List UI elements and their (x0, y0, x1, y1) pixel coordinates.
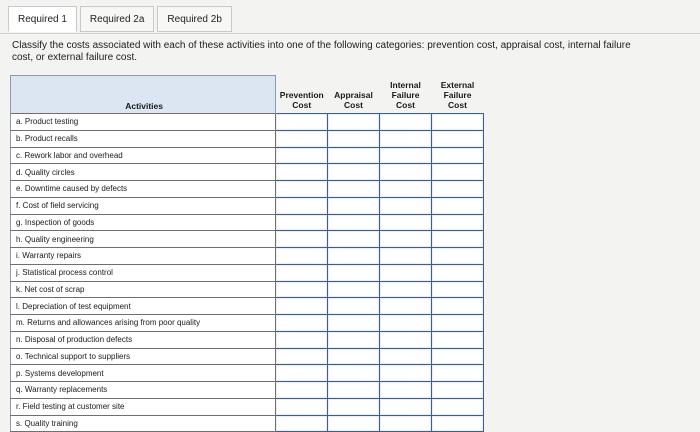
activity-label: o. Technical support to suppliers (11, 348, 276, 365)
activity-label: h. Quality engineering (11, 231, 276, 248)
activity-label: c. Rework labor and overhead (11, 147, 276, 164)
external-failure-cost-cell[interactable] (432, 248, 484, 265)
appraisal-cost-cell[interactable] (328, 231, 380, 248)
prevention-cost-cell[interactable] (276, 415, 328, 432)
prevention-cost-cell[interactable] (276, 181, 328, 198)
internal-failure-cost-cell[interactable] (380, 281, 432, 298)
table-row (11, 382, 484, 399)
internal-failure-cost-cell[interactable] (380, 181, 432, 198)
activity-label: l. Depreciation of test equipment (11, 298, 276, 315)
header-line: Cost (396, 100, 415, 110)
external-failure-cost-cell[interactable] (432, 197, 484, 214)
appraisal-cost-cell[interactable] (328, 264, 380, 281)
external-failure-cost-cell[interactable] (432, 214, 484, 231)
activities-header: Activities (11, 76, 276, 114)
internal-failure-cost-cell[interactable] (380, 147, 432, 164)
external-failure-cost-cell[interactable] (432, 114, 484, 131)
prevention-cost-cell[interactable] (276, 315, 328, 332)
prevention-cost-cell[interactable] (276, 197, 328, 214)
header-line: Cost (344, 100, 363, 110)
appraisal-cost-cell[interactable] (328, 415, 380, 432)
table-row (11, 114, 484, 131)
prevention-cost-cell[interactable] (276, 231, 328, 248)
appraisal-cost-cell[interactable] (328, 214, 380, 231)
activity-label: i. Warranty repairs (11, 248, 276, 265)
prevention-cost-cell[interactable] (276, 331, 328, 348)
activity-label: g. Inspection of goods (11, 214, 276, 231)
table-row (11, 181, 484, 198)
external-failure-cost-cell[interactable] (432, 415, 484, 432)
external-failure-cost-cell[interactable] (432, 315, 484, 332)
internal-failure-cost-cell[interactable] (380, 331, 432, 348)
header-line: Failure (443, 90, 472, 100)
appraisal-cost-cell[interactable] (328, 114, 380, 131)
activity-label: e. Downtime caused by defects (11, 181, 276, 198)
internal-failure-cost-cell[interactable] (380, 298, 432, 315)
tab-required-1[interactable]: Required 1 (8, 6, 77, 32)
appraisal-cost-cell[interactable] (328, 348, 380, 365)
internal-failure-cost-cell[interactable] (380, 382, 432, 399)
table-row (11, 197, 484, 214)
prevention-cost-cell[interactable] (276, 114, 328, 131)
internal-failure-cost-cell[interactable] (380, 248, 432, 265)
activity-label: d. Quality circles (11, 164, 276, 181)
internal-failure-cost-cell[interactable] (380, 348, 432, 365)
tab-divider (0, 33, 700, 34)
table-row (11, 281, 484, 298)
external-failure-cost-cell[interactable] (432, 181, 484, 198)
internal-failure-cost-cell[interactable] (380, 315, 432, 332)
appraisal-cost-cell[interactable] (328, 315, 380, 332)
appraisal-cost-cell[interactable] (328, 197, 380, 214)
prevention-cost-cell[interactable] (276, 248, 328, 265)
external-failure-cost-cell[interactable] (432, 348, 484, 365)
prevention-cost-cell[interactable] (276, 264, 328, 281)
instructions-text: Classify the costs associated with each of these activities into one of the following categories: prevention cost, appraisal cost, internal failure cost, or external failure cost. (12, 40, 631, 63)
prevention-cost-cell[interactable] (276, 164, 328, 181)
activity-label: s. Quality training (11, 415, 276, 432)
internal-failure-cost-cell[interactable] (380, 365, 432, 382)
activity-label: p. Systems development (11, 365, 276, 382)
internal-failure-cost-header (380, 76, 432, 114)
internal-failure-cost-cell[interactable] (380, 264, 432, 281)
external-failure-cost-cell[interactable] (432, 298, 484, 315)
prevention-cost-cell[interactable] (276, 298, 328, 315)
prevention-cost-cell[interactable] (276, 130, 328, 147)
prevention-cost-cell[interactable] (276, 147, 328, 164)
appraisal-cost-cell[interactable] (328, 398, 380, 415)
internal-failure-cost-cell[interactable] (380, 214, 432, 231)
external-failure-cost-cell[interactable] (432, 147, 484, 164)
table-header-row (11, 76, 484, 114)
activity-label: n. Disposal of production defects (11, 331, 276, 348)
activity-label: j. Statistical process control (11, 264, 276, 281)
prevention-cost-cell[interactable] (276, 382, 328, 399)
external-failure-cost-header (432, 76, 484, 114)
table-row (11, 298, 484, 315)
appraisal-cost-cell[interactable] (328, 130, 380, 147)
prevention-cost-header (276, 76, 328, 114)
appraisal-cost-cell[interactable] (328, 331, 380, 348)
table-row (11, 214, 484, 231)
internal-failure-cost-cell[interactable] (380, 197, 432, 214)
header-line: Cost (292, 100, 312, 110)
prevention-cost-cell[interactable] (276, 214, 328, 231)
table-row (11, 130, 484, 147)
appraisal-cost-cell[interactable] (328, 164, 380, 181)
prevention-cost-cell[interactable] (276, 365, 328, 382)
table-row (11, 147, 484, 164)
appraisal-cost-cell[interactable] (328, 365, 380, 382)
table-row (11, 415, 484, 432)
activity-label: m. Returns and allowances arising from poor quality (11, 315, 276, 332)
prevention-cost-cell[interactable] (276, 281, 328, 298)
internal-failure-cost-cell[interactable] (380, 231, 432, 248)
internal-failure-cost-cell[interactable] (380, 114, 432, 131)
table-row (11, 348, 484, 365)
table-row (11, 164, 484, 181)
table-row (11, 231, 484, 248)
external-failure-cost-cell[interactable] (432, 398, 484, 415)
appraisal-cost-cell[interactable] (328, 248, 380, 265)
activity-label: f. Cost of field servicing (11, 197, 276, 214)
table-row (11, 315, 484, 332)
activity-label: b. Product recalls (11, 130, 276, 147)
header-line: Failure (391, 90, 420, 100)
external-failure-cost-cell[interactable] (432, 365, 484, 382)
internal-failure-cost-cell[interactable] (380, 164, 432, 181)
table-row (11, 365, 484, 382)
header-line: Appraisal (334, 90, 373, 100)
internal-failure-cost-cell[interactable] (380, 130, 432, 147)
external-failure-cost-cell[interactable] (432, 130, 484, 147)
prevention-cost-cell[interactable] (276, 348, 328, 365)
table-body (11, 114, 484, 432)
tab-required-2b[interactable]: Required 2b (157, 6, 231, 32)
appraisal-cost-header (328, 76, 380, 114)
appraisal-cost-cell[interactable] (328, 281, 380, 298)
appraisal-cost-cell[interactable] (328, 382, 380, 399)
activity-label: a. Product testing (11, 114, 276, 131)
table-row (11, 264, 484, 281)
table-row (11, 398, 484, 415)
appraisal-cost-cell[interactable] (328, 181, 380, 198)
header-line: Internal (390, 80, 421, 90)
external-failure-cost-cell[interactable] (432, 281, 484, 298)
external-failure-cost-cell[interactable] (432, 264, 484, 281)
activity-label: r. Field testing at customer site (11, 398, 276, 415)
prevention-cost-cell[interactable] (276, 398, 328, 415)
header-line: Prevention (279, 90, 324, 100)
appraisal-cost-cell[interactable] (328, 147, 380, 164)
external-failure-cost-cell[interactable] (432, 331, 484, 348)
tab-bar (8, 6, 235, 34)
appraisal-cost-cell[interactable] (328, 298, 380, 315)
activity-label: k. Net cost of scrap (11, 281, 276, 298)
activity-label: q. Warranty replacements (11, 382, 276, 399)
header-line: External (440, 80, 475, 90)
external-failure-cost-cell[interactable] (432, 231, 484, 248)
header-line: Cost (448, 100, 467, 110)
classification-table (10, 75, 484, 432)
external-failure-cost-cell[interactable] (432, 382, 484, 399)
internal-failure-cost-cell[interactable] (380, 415, 432, 432)
table-row (11, 248, 484, 265)
tab-required-2a[interactable]: Required 2a (80, 6, 154, 32)
table-row (11, 331, 484, 348)
external-failure-cost-cell[interactable] (432, 164, 484, 181)
internal-failure-cost-cell[interactable] (380, 398, 432, 415)
